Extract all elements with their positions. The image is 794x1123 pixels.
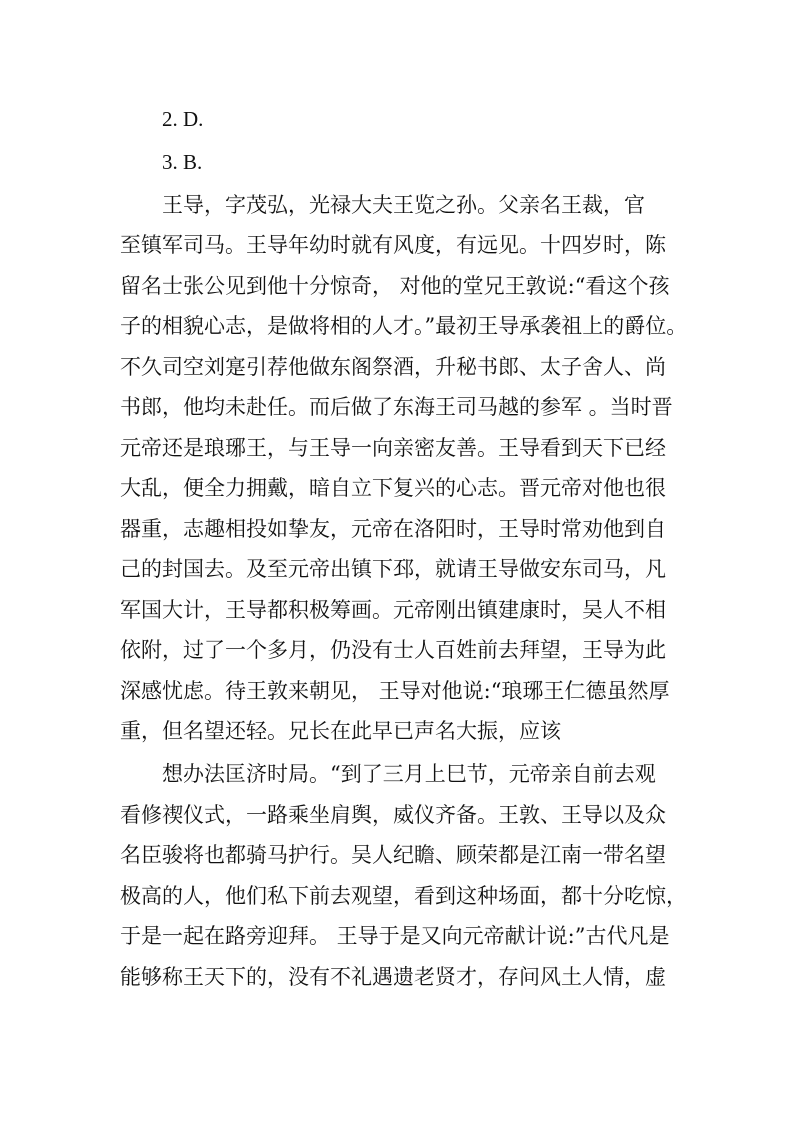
paragraph-line: 看修禊仪式，一路乘坐肩舆，威仪齐备。王敦、王导以及众 <box>120 803 666 827</box>
paragraph-line: 于是一起在路旁迎拜。 王导于是又向元帝献计说:”古代凡是 <box>120 924 670 948</box>
paragraph-line: 名臣骏将也都骑马护行。吴人纪瞻、顾荣都是江南一带名望 <box>120 843 666 867</box>
paragraph-line: 重，但名望还轻。兄长在此早已声名大振，应该 <box>120 719 561 743</box>
paragraph-line: 元帝还是琅琊王，与王导一向亲密友善。王导看到天下已经 <box>120 436 666 460</box>
paragraph-line: 至镇军司马。王导年幼时就有风度，有远见。十四岁时，陈 <box>120 233 666 257</box>
paragraph-line: 书郎，他均未赴任。而后做了东海王司马越的参军 。当时晋 <box>120 395 673 419</box>
answer-line: 2. D. <box>162 107 204 131</box>
paragraph-line: 深感忧虑。待王敦来朝见， 王导对他说:“琅琊王仁德虽然厚 <box>120 679 670 703</box>
paragraph-first-line: 王导，字茂弘，光禄大夫王览之孙。父亲名王裁，官 <box>162 193 645 217</box>
paragraph-line: 器重，志趣相投如挚友，元帝在洛阳时，王导时常劝他到自 <box>120 517 666 541</box>
paragraph-line: 大乱，便全力拥戴，暗自立下复兴的心志。晋元帝对他也很 <box>120 476 666 500</box>
paragraph-line: 能够称王天下的，没有不礼遇遗老贤才，存问风土人情，虚 <box>120 965 666 989</box>
paragraph-line: 留名士张公见到他十分惊奇， 对他的堂兄王敦说:“看这个孩 <box>120 274 670 298</box>
paragraph-line: 极高的人，他们私下前去观望，看到这种场面，都十分吃惊， <box>120 884 687 908</box>
paragraph-line: 军国大计，王导都积极筹画。元帝刚出镇建康时，吴人不相 <box>120 598 666 622</box>
paragraph-line: 己的封国去。及至元帝出镇下邳，就请王导做安东司马，凡 <box>120 557 666 581</box>
answer-line: 3. B. <box>162 150 203 174</box>
paragraph-first-line: 想办法匡济时局。“到了三月上巳节，元帝亲自前去观 <box>162 762 656 786</box>
paragraph-line: 不久司空刘寔引荐他做东阁祭酒，升秘书郎、太子舍人、尚 <box>120 355 666 379</box>
paragraph-line: 依附，过了一个多月，仍没有士人百姓前去拜望，王导为此 <box>120 638 666 662</box>
paragraph-line: 子的相貌心志，是做将相的人才。”最初王导承袭祖上的爵位。 <box>120 314 688 338</box>
